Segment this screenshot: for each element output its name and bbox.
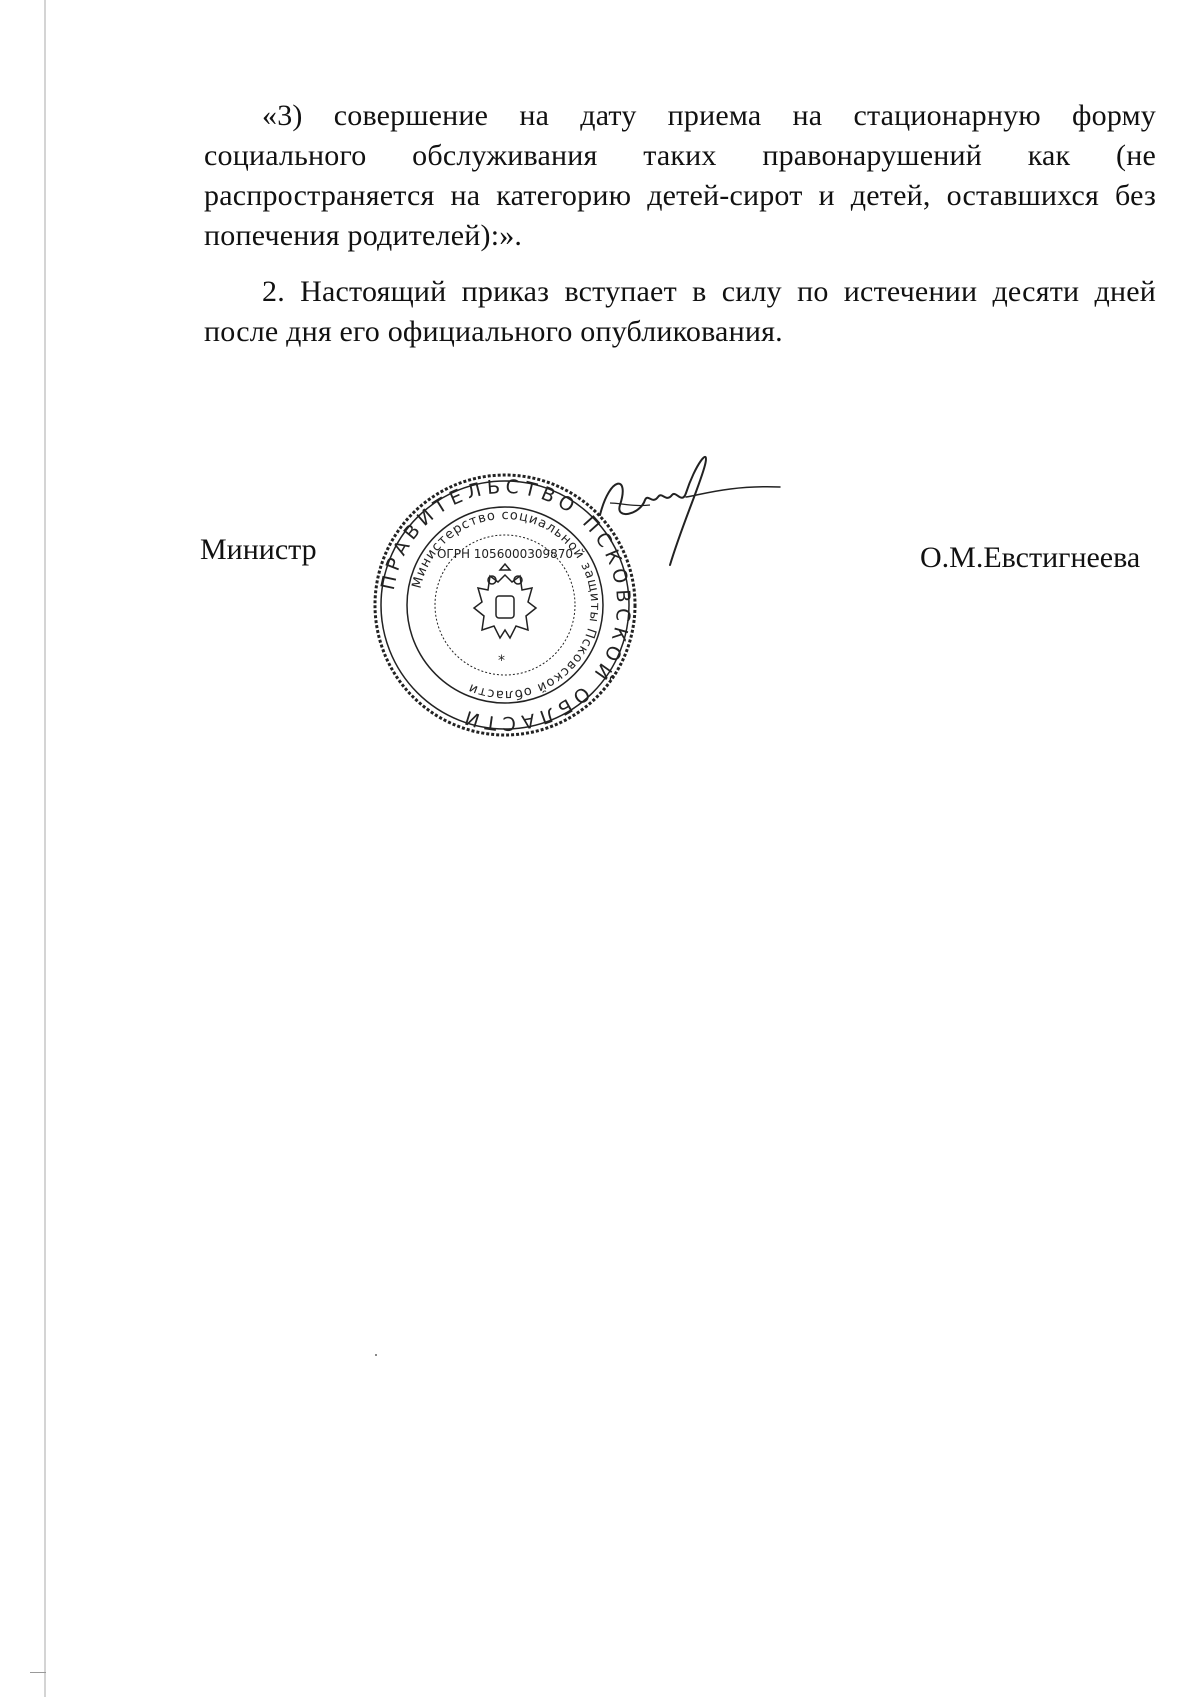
seal-inner-text: Министерство социальной защиты Псковской области [409,507,603,703]
paragraph-effective-date: 2. Настоящий приказ вступает в силу по истечении десяти дней после дня его официального опубликования. [204,275,1156,348]
scan-artifact [375,1354,377,1356]
position-title: Министр [200,533,317,566]
handwritten-signature [590,445,790,585]
seal-ogrn: ОГРН 1056000309870 [436,547,574,561]
scan-edge-tick [30,1672,46,1673]
signature-graphic [590,445,790,585]
seal-outer-text: ПРАВИТЕЛЬСТВО ПСКОВСКОЙ ОБЛАСТИ [376,475,635,735]
signatory-name: О.М.Евстигнеева [920,541,1141,574]
scan-edge [44,0,46,1697]
paragraph-amendment-item-3: «3) совершение на дату приема на стационарную форму социального обслуживания таких правонарушений как (не распространяется на категорию детей-сирот и детей, оставшихся без попечения родителей):». [204,99,1156,252]
seal-star-icon: * [498,653,505,669]
coat-of-arms-icon [474,564,536,638]
